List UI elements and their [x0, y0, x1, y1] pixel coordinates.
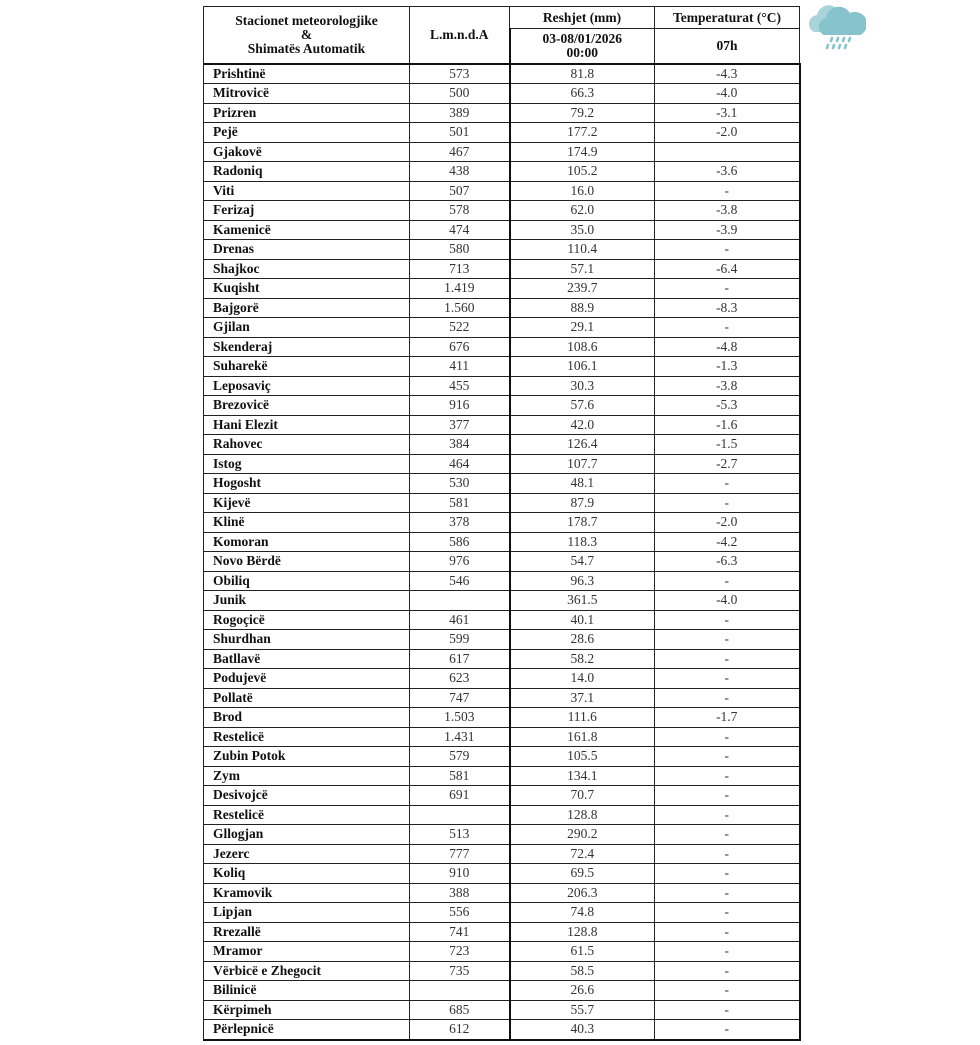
precipitation-value: 128.8 [510, 922, 655, 942]
station-name: Batllavë [204, 649, 410, 669]
temperature-value: -4.0 [655, 591, 800, 611]
table-row [204, 279, 800, 299]
altitude-value: 546 [410, 571, 510, 591]
temperature-value: - [655, 669, 800, 689]
station-name: Leposaviç [204, 376, 410, 396]
temperature-value: - [655, 1020, 800, 1040]
temperature-value: - [655, 922, 800, 942]
precipitation-value: 61.5 [510, 942, 655, 962]
station-name: Suharekë [204, 357, 410, 377]
station-name: Restelicë [204, 727, 410, 747]
precipitation-value: 29.1 [510, 318, 655, 338]
altitude-value: 676 [410, 337, 510, 357]
station-name: Koliq [204, 864, 410, 884]
altitude-value: 910 [410, 864, 510, 884]
table-row [204, 825, 800, 845]
altitude-value: 530 [410, 474, 510, 494]
altitude-value: 777 [410, 844, 510, 864]
precipitation-value: 88.9 [510, 298, 655, 318]
precipitation-value: 58.5 [510, 961, 655, 981]
temperature-value: - [655, 903, 800, 923]
precipitation-value: 48.1 [510, 474, 655, 494]
table-row [204, 571, 800, 591]
temperature-value: - [655, 649, 800, 669]
precipitation-column-header: Reshjet (mm) [510, 7, 655, 29]
precipitation-value: 110.4 [510, 240, 655, 260]
station-name: Ferizaj [204, 201, 410, 221]
precipitation-value: 128.8 [510, 805, 655, 825]
table-row [204, 64, 800, 84]
precipitation-value: 58.2 [510, 649, 655, 669]
station-name: Skenderaj [204, 337, 410, 357]
precipitation-value: 105.2 [510, 162, 655, 182]
station-name: Gllogjan [204, 825, 410, 845]
precipitation-value: 55.7 [510, 1000, 655, 1020]
station-name: Komoran [204, 532, 410, 552]
table-row [204, 610, 800, 630]
station-name: Shurdhan [204, 630, 410, 650]
precipitation-value: 40.1 [510, 610, 655, 630]
station-name: Përlepnicë [204, 1020, 410, 1040]
temperature-value: - [655, 864, 800, 884]
station-name: Zubin Potok [204, 747, 410, 767]
precipitation-value: 57.6 [510, 396, 655, 416]
temperature-value: - [655, 942, 800, 962]
station-name: Hani Elezit [204, 415, 410, 435]
precipitation-value: 96.3 [510, 571, 655, 591]
precip-period-date: 03-08/01/2026 [542, 30, 622, 46]
temperature-value: - [655, 883, 800, 903]
precipitation-value: 177.2 [510, 123, 655, 143]
station-name: Shajkoc [204, 259, 410, 279]
table-row [204, 435, 800, 455]
table-row [204, 630, 800, 650]
table-row [204, 922, 800, 942]
table-row [204, 708, 800, 728]
temperature-value: - [655, 844, 800, 864]
temperature-value: -2.0 [655, 123, 800, 143]
station-name: Zym [204, 766, 410, 786]
temperature-value: -3.6 [655, 162, 800, 182]
temperature-value: - [655, 610, 800, 630]
temperature-value: - [655, 181, 800, 201]
altitude-value: 723 [410, 942, 510, 962]
table-row [204, 649, 800, 669]
station-name: Rogoçicë [204, 610, 410, 630]
station-name: Restelicë [204, 805, 410, 825]
table-row [204, 766, 800, 786]
station-name: Rahovec [204, 435, 410, 455]
station-name: Junik [204, 591, 410, 611]
temperature-value: - [655, 571, 800, 591]
altitude-value: 916 [410, 396, 510, 416]
altitude-value: 389 [410, 103, 510, 123]
temperature-value: -4.8 [655, 337, 800, 357]
table-row [204, 103, 800, 123]
precipitation-value: 35.0 [510, 220, 655, 240]
temperature-value: - [655, 825, 800, 845]
table-row [204, 552, 800, 572]
table-row [204, 1000, 800, 1020]
station-name: Pollatë [204, 688, 410, 708]
table-row [204, 727, 800, 747]
table-row [204, 688, 800, 708]
precipitation-value: 174.9 [510, 142, 655, 162]
precipitation-value: 105.5 [510, 747, 655, 767]
altitude-value: 500 [410, 84, 510, 104]
table-row [204, 942, 800, 962]
temperature-value: -3.1 [655, 103, 800, 123]
table-row [204, 142, 800, 162]
rain-cloud-icon [806, 2, 866, 54]
table-row [204, 357, 800, 377]
table-row [204, 84, 800, 104]
temperature-value: -3.8 [655, 376, 800, 396]
precipitation-value: 239.7 [510, 279, 655, 299]
temperature-value: - [655, 240, 800, 260]
station-name: Kuqisht [204, 279, 410, 299]
table-row [204, 123, 800, 143]
temperature-value [655, 142, 800, 162]
precipitation-value: 14.0 [510, 669, 655, 689]
precipitation-value: 74.8 [510, 903, 655, 923]
station-name: Kijevë [204, 493, 410, 513]
altitude-value: 522 [410, 318, 510, 338]
station-name: Obiliq [204, 571, 410, 591]
temperature-value: - [655, 688, 800, 708]
temperature-value: - [655, 805, 800, 825]
station-name: Pejë [204, 123, 410, 143]
temperature-value: -1.3 [655, 357, 800, 377]
altitude-value: 474 [410, 220, 510, 240]
altitude-value: 378 [410, 513, 510, 533]
precipitation-value: 134.1 [510, 766, 655, 786]
precipitation-value: 66.3 [510, 84, 655, 104]
altitude-value: 384 [410, 435, 510, 455]
table-row [204, 513, 800, 533]
precipitation-value: 206.3 [510, 883, 655, 903]
precipitation-value: 361.5 [510, 591, 655, 611]
temperature-value: -6.3 [655, 552, 800, 572]
altitude-value: 556 [410, 903, 510, 923]
table-body [204, 64, 800, 1040]
station-header-line: Stacionet meteorologjike [235, 12, 378, 28]
station-header-line: & [300, 26, 313, 42]
precipitation-value: 108.6 [510, 337, 655, 357]
station-name: Desivojcë [204, 786, 410, 806]
altitude-value: 713 [410, 259, 510, 279]
temperature-value: - [655, 493, 800, 513]
precipitation-value: 290.2 [510, 825, 655, 845]
precipitation-value: 42.0 [510, 415, 655, 435]
altitude-value: 691 [410, 786, 510, 806]
temperature-value: -3.9 [655, 220, 800, 240]
altitude-value: 976 [410, 552, 510, 572]
precipitation-value: 70.7 [510, 786, 655, 806]
precipitation-value: 81.8 [510, 64, 655, 84]
station-name: Brezovicë [204, 396, 410, 416]
station-name: Kërpimeh [204, 1000, 410, 1020]
altitude-value [410, 591, 510, 611]
altitude-value: 467 [410, 142, 510, 162]
table-row [204, 493, 800, 513]
weather-stations-table [203, 6, 801, 1041]
precipitation-value: 69.5 [510, 864, 655, 884]
altitude-value: 507 [410, 181, 510, 201]
altitude-value: 586 [410, 532, 510, 552]
temperature-value: -4.3 [655, 64, 800, 84]
table-row [204, 903, 800, 923]
station-name: Prishtinë [204, 64, 410, 84]
station-name: Hogosht [204, 474, 410, 494]
temperature-value: -4.2 [655, 532, 800, 552]
table-row [204, 844, 800, 864]
table-row [204, 591, 800, 611]
altitude-value: 617 [410, 649, 510, 669]
station-name: Lipjan [204, 903, 410, 923]
precipitation-value: 178.7 [510, 513, 655, 533]
table-row [204, 259, 800, 279]
precipitation-value: 72.4 [510, 844, 655, 864]
precipitation-value: 62.0 [510, 201, 655, 221]
station-name: Podujevë [204, 669, 410, 689]
altitude-value: 581 [410, 493, 510, 513]
temperature-value: - [655, 727, 800, 747]
station-name: Prizren [204, 103, 410, 123]
temperature-value: -1.5 [655, 435, 800, 455]
altitude-column-header: L.m.n.d.A [410, 7, 510, 64]
table-row [204, 883, 800, 903]
table-row [204, 532, 800, 552]
precip-period-time: 00:00 [566, 44, 598, 60]
station-name: Mramor [204, 942, 410, 962]
temperature-value: -5.3 [655, 396, 800, 416]
table-row [204, 805, 800, 825]
table-row [204, 181, 800, 201]
station-header-line: Shimatës Automatik [247, 40, 366, 56]
temperature-value: -4.0 [655, 84, 800, 104]
precipitation-value: 79.2 [510, 103, 655, 123]
station-name: Kamenicë [204, 220, 410, 240]
precipitation-value: 106.1 [510, 357, 655, 377]
table-row [204, 864, 800, 884]
altitude-value: 612 [410, 1020, 510, 1040]
temperature-value: - [655, 766, 800, 786]
altitude-value: 464 [410, 454, 510, 474]
precipitation-value: 54.7 [510, 552, 655, 572]
temperature-value: - [655, 279, 800, 299]
altitude-value: 411 [410, 357, 510, 377]
altitude-value: 579 [410, 747, 510, 767]
station-name: Vërbicë e Zhegocit [204, 961, 410, 981]
altitude-value: 1.503 [410, 708, 510, 728]
station-name: Klinë [204, 513, 410, 533]
station-name: Brod [204, 708, 410, 728]
altitude-value: 461 [410, 610, 510, 630]
table-row [204, 337, 800, 357]
altitude-value: 1.419 [410, 279, 510, 299]
station-name: Istog [204, 454, 410, 474]
table-row [204, 981, 800, 1001]
station-name: Gjakovë [204, 142, 410, 162]
altitude-value: 573 [410, 64, 510, 84]
altitude-value: 735 [410, 961, 510, 981]
temperature-value: -2.7 [655, 454, 800, 474]
station-name: Viti [204, 181, 410, 201]
temperature-value: -1.7 [655, 708, 800, 728]
altitude-value: 438 [410, 162, 510, 182]
table-row [204, 1020, 800, 1040]
station-name: Radoniq [204, 162, 410, 182]
temperature-value: - [655, 474, 800, 494]
table-row [204, 415, 800, 435]
table-row [204, 318, 800, 338]
table-row [204, 747, 800, 767]
station-name: Kramovik [204, 883, 410, 903]
precipitation-value: 118.3 [510, 532, 655, 552]
precipitation-period [510, 29, 655, 64]
temperature-value: - [655, 981, 800, 1001]
altitude-value: 580 [410, 240, 510, 260]
altitude-value [410, 805, 510, 825]
altitude-value: 1.560 [410, 298, 510, 318]
station-name: Bajgorë [204, 298, 410, 318]
temperature-value: - [655, 318, 800, 338]
altitude-value [410, 981, 510, 1001]
precipitation-value: 16.0 [510, 181, 655, 201]
precipitation-value: 161.8 [510, 727, 655, 747]
precipitation-value: 40.3 [510, 1020, 655, 1040]
precipitation-value: 30.3 [510, 376, 655, 396]
altitude-value: 599 [410, 630, 510, 650]
station-name: Rrezallë [204, 922, 410, 942]
precipitation-value: 37.1 [510, 688, 655, 708]
table-row [204, 162, 800, 182]
temperature-value: - [655, 961, 800, 981]
table-row [204, 454, 800, 474]
altitude-value: 741 [410, 922, 510, 942]
station-name: Jezerc [204, 844, 410, 864]
altitude-value: 685 [410, 1000, 510, 1020]
table-row [204, 786, 800, 806]
station-name: Bilinicë [204, 981, 410, 1001]
altitude-value: 623 [410, 669, 510, 689]
table-row [204, 201, 800, 221]
table-row [204, 376, 800, 396]
temperature-value: - [655, 747, 800, 767]
precipitation-value: 26.6 [510, 981, 655, 1001]
station-name: Mitrovicë [204, 84, 410, 104]
table-row [204, 220, 800, 240]
table-row [204, 240, 800, 260]
station-name: Gjilan [204, 318, 410, 338]
temperature-value: - [655, 630, 800, 650]
temperature-value: -2.0 [655, 513, 800, 533]
altitude-value: 501 [410, 123, 510, 143]
precipitation-value: 57.1 [510, 259, 655, 279]
table-row [204, 474, 800, 494]
altitude-value: 377 [410, 415, 510, 435]
precipitation-value: 87.9 [510, 493, 655, 513]
temperature-value: -1.6 [655, 415, 800, 435]
table-row [204, 669, 800, 689]
altitude-value: 581 [410, 766, 510, 786]
altitude-value: 1.431 [410, 727, 510, 747]
altitude-value: 747 [410, 688, 510, 708]
temperature-value: - [655, 1000, 800, 1020]
station-column-header [204, 7, 410, 64]
altitude-value: 455 [410, 376, 510, 396]
altitude-value: 513 [410, 825, 510, 845]
temperature-value: - [655, 786, 800, 806]
temperature-column-header: Temperaturat (°C) [655, 7, 800, 29]
altitude-value: 578 [410, 201, 510, 221]
table-row [204, 961, 800, 981]
station-name: Novo Bërdë [204, 552, 410, 572]
temperature-value: -6.4 [655, 259, 800, 279]
altitude-value: 388 [410, 883, 510, 903]
table-row [204, 396, 800, 416]
temperature-value: -8.3 [655, 298, 800, 318]
temperature-time: 07h [655, 29, 800, 64]
precipitation-value: 126.4 [510, 435, 655, 455]
precipitation-value: 28.6 [510, 630, 655, 650]
precipitation-value: 107.7 [510, 454, 655, 474]
table-row [204, 298, 800, 318]
temperature-value: -3.8 [655, 201, 800, 221]
precipitation-value: 111.6 [510, 708, 655, 728]
station-name: Drenas [204, 240, 410, 260]
